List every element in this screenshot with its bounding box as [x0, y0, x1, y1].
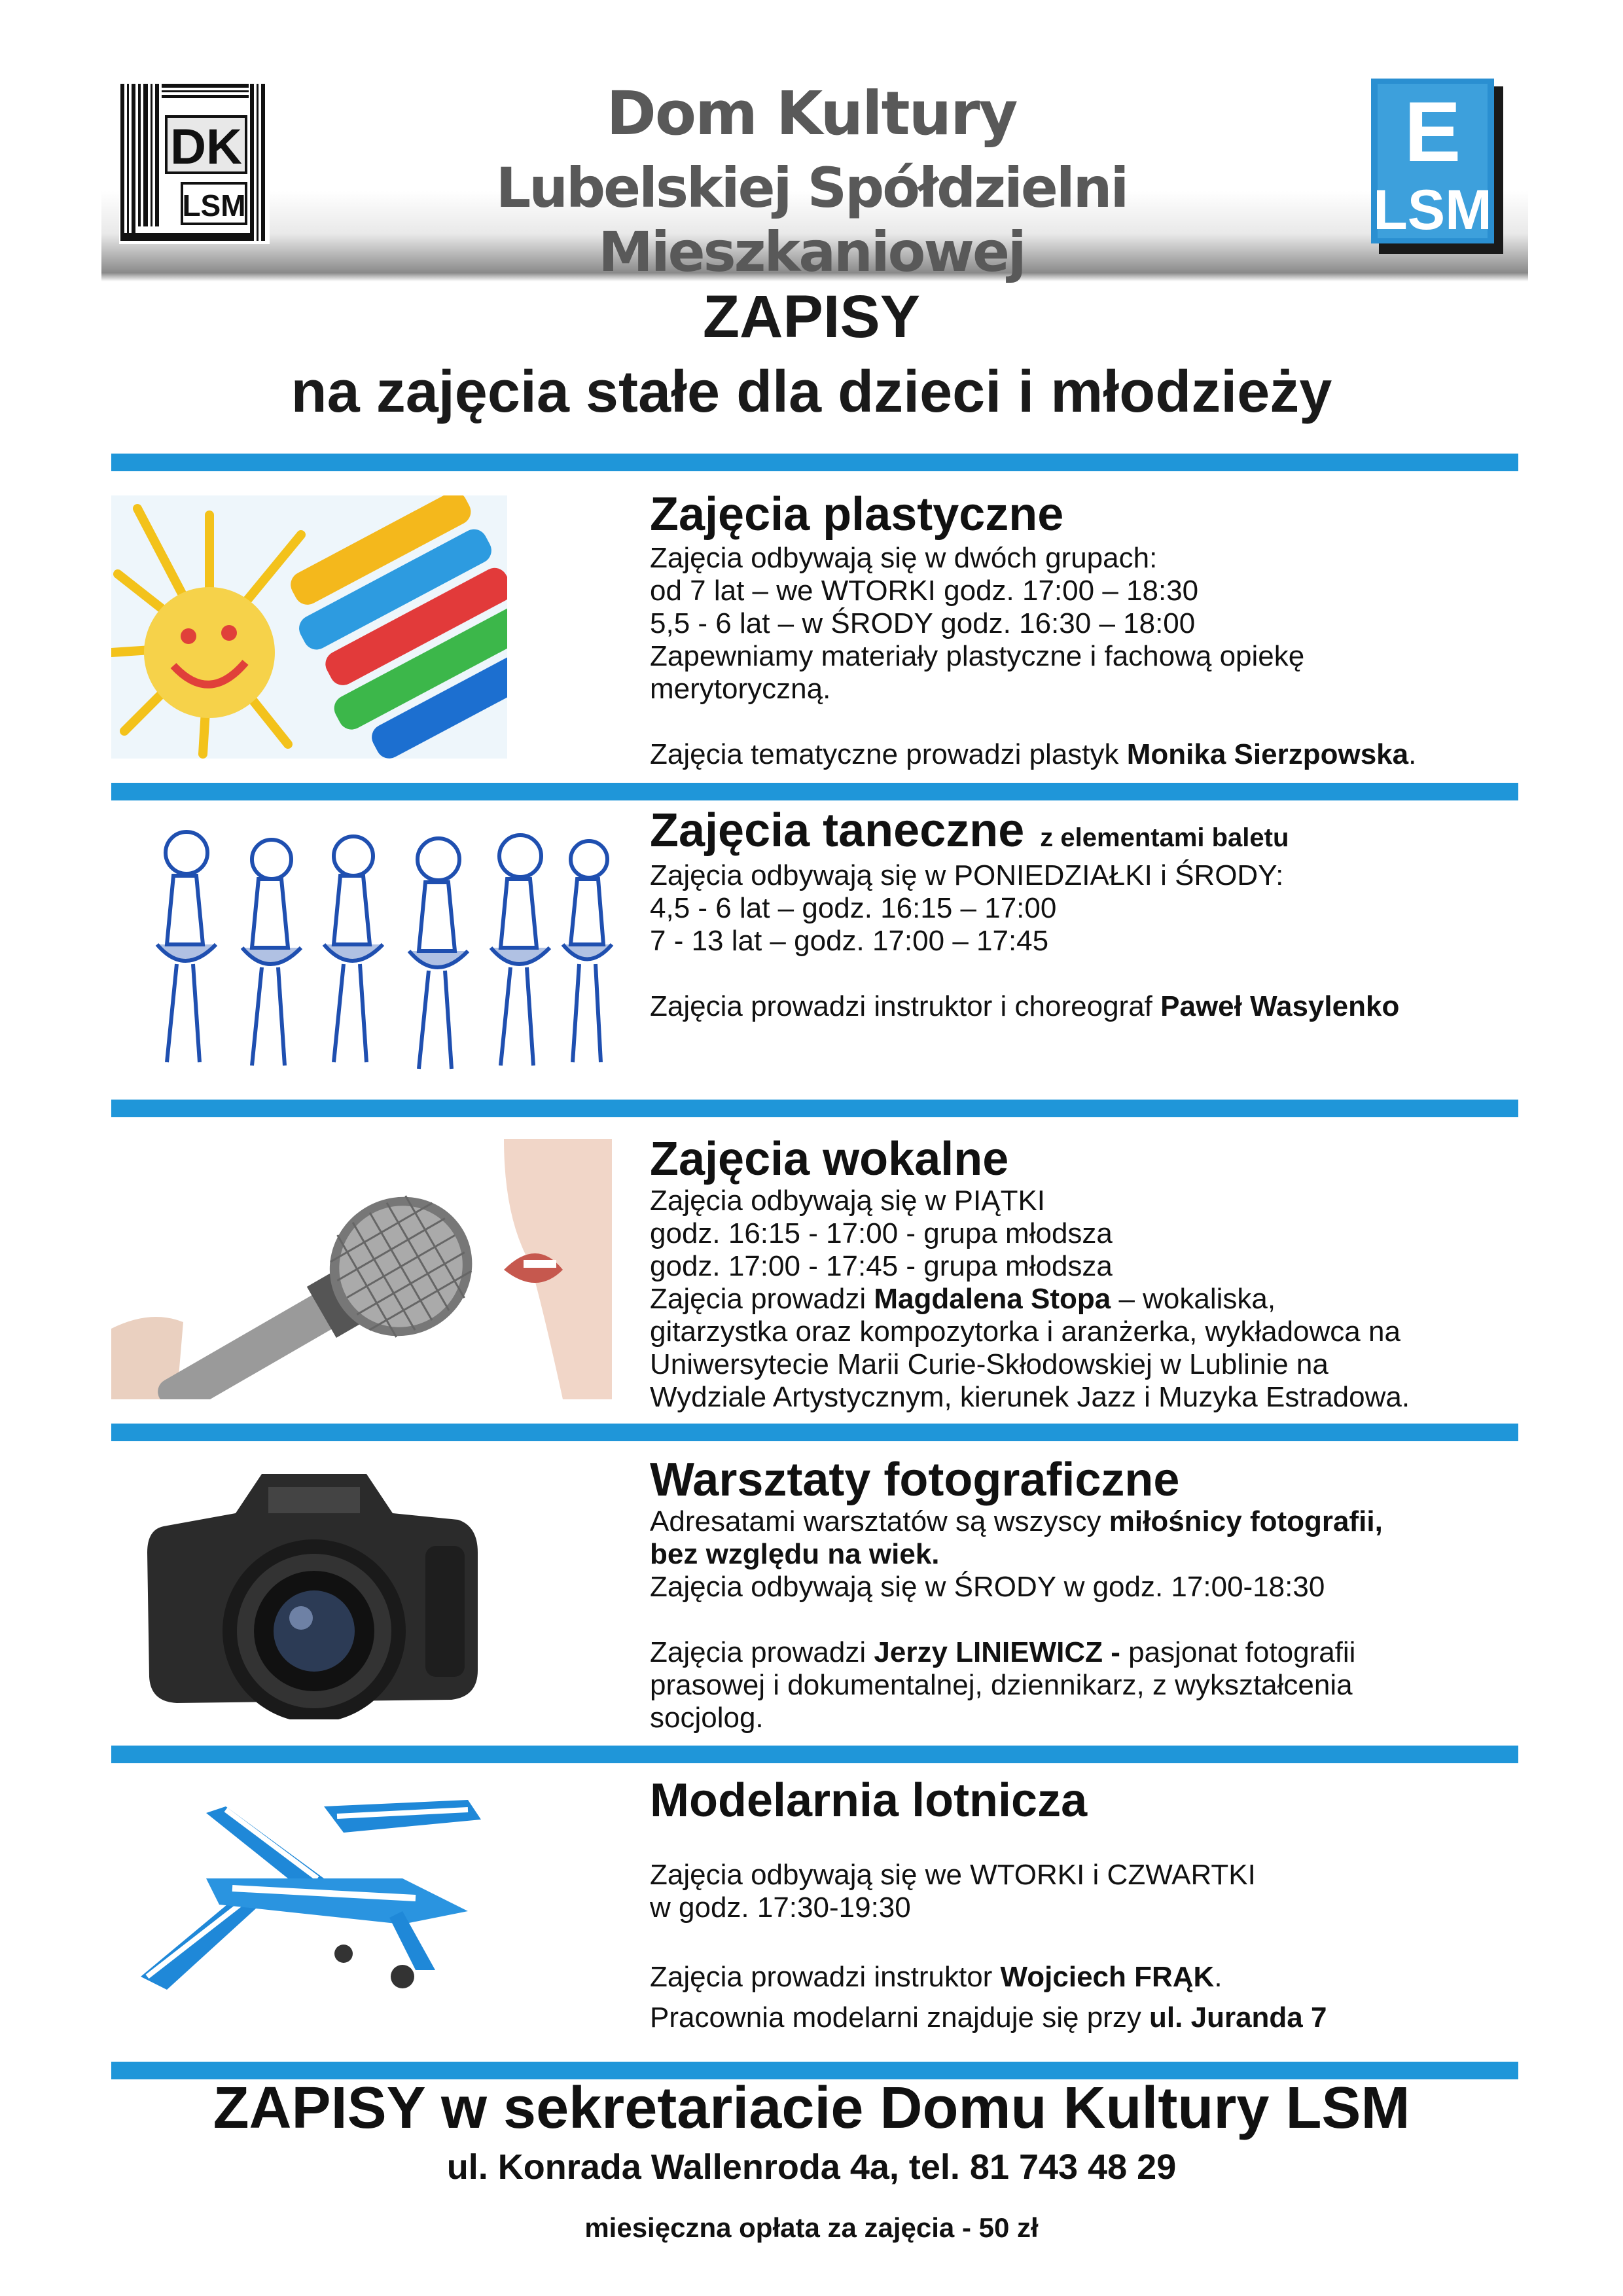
leader-line: Zajęcia prowadzi instruktor Wojciech FRĄK. — [650, 1961, 1222, 1993]
leader-name: Magdalena Stopa — [874, 1283, 1111, 1315]
section-line: Zajęcia odbywają się w dwóch grupach: — [650, 542, 1158, 574]
page-title: ZAPISY — [702, 283, 921, 350]
footer-fee: miesięczna opłata za zajęcia - 50 zł — [584, 2212, 1039, 2243]
leader-line: Zajęcia prowadzi Magdalena Stopa – wokaliska, — [650, 1283, 1276, 1315]
lsm-logo-text: LSM — [182, 188, 246, 223]
intro-bold: miłośnicy fotografii, — [1109, 1505, 1383, 1537]
leader-name: Paweł Wasylenko — [1160, 990, 1400, 1022]
dk-logo-text: DK — [170, 119, 242, 175]
section-line: godz. 16:15 - 17:00 - grupa młodsza — [650, 1217, 1113, 1249]
section-line: godz. 17:00 - 17:45 - grupa młodsza — [650, 1250, 1113, 1282]
place-bold: ul. Juranda 7 — [1149, 2001, 1327, 2034]
header-title-line2: Lubelskiej Spółdzielni Mieszkaniowej — [495, 156, 1128, 284]
section-line: socjolog. — [650, 1702, 764, 1734]
dancing-girls-image — [111, 814, 615, 1082]
microphone-singer-image — [111, 1139, 612, 1399]
section-line: Zajęcia odbywają się w PIĄTKI — [650, 1185, 1046, 1217]
section-title: Zajęcia wokalne — [650, 1133, 1009, 1185]
section-line: merytoryczną. — [650, 673, 831, 705]
footer-address: ul. Konrada Wallenroda 4a, tel. 81 743 48 29 — [446, 2147, 1177, 2187]
section-line: gitarzystka oraz kompozytorka i aranżerka, wykładowca na — [650, 1316, 1400, 1348]
section-body — [650, 1826, 1327, 2034]
elsm-logo — [1371, 79, 1508, 255]
intro-line: Adresatami warsztatów są wszyscy miłośnicy fotografii, — [650, 1505, 1383, 1537]
header-title-line1: Dom Kultury — [606, 79, 1017, 149]
intro-bold: bez względu na wiek. — [650, 1538, 940, 1570]
section-body — [650, 1185, 1410, 1414]
section-body — [650, 542, 1416, 771]
model-airplane-image — [128, 1780, 491, 1996]
leader-name: Jerzy LINIEWICZ - — [874, 1636, 1120, 1668]
footer-signup: ZAPISY w sekretariacie Domu Kultury LSM — [213, 2075, 1410, 2141]
divider-bar — [111, 1100, 1518, 1117]
section-line: od 7 lat – we WTORKI godz. 17:00 – 18:30 — [650, 575, 1199, 607]
camera-image — [137, 1454, 484, 1719]
section-line — [650, 1604, 1383, 1636]
section-body — [650, 1505, 1383, 1734]
section-line: Zajęcia odbywają się w PONIEDZIAŁKI i ŚRODY: — [650, 859, 1284, 891]
elsm-logo-letter: E — [1404, 84, 1461, 179]
section-subtitle: z elementami baletu — [1040, 823, 1289, 852]
section-line: Wydziale Artystycznym, kierunek Jazz i Muzyka Estradowa. — [650, 1381, 1410, 1413]
section-line: 7 - 13 lat – godz. 17:00 – 17:45 — [650, 925, 1049, 957]
section-line: w godz. 17:30-19:30 — [650, 1892, 911, 1924]
section-line: 5,5 - 6 lat – w ŚRODY godz. 16:30 – 18:00 — [650, 607, 1196, 639]
section-line: 4,5 - 6 lat – godz. 16:15 – 17:00 — [650, 892, 1057, 924]
elsm-logo-text: LSM — [1373, 179, 1492, 242]
dk-lsm-logo — [119, 77, 270, 244]
intro-line — [650, 1538, 1383, 1571]
section-line — [650, 1924, 1327, 1957]
section-line — [650, 958, 1399, 990]
divider-bar — [111, 1746, 1518, 1763]
leader-line: Zajęcia prowadzi instruktor i choreograf Paweł Wasylenko — [650, 990, 1400, 1022]
section-line — [650, 706, 1416, 738]
section-line: Zajęcia odbywają się w ŚRODY w godz. 17:00-18:30 — [650, 1571, 1325, 1603]
page-subtitle: na zajęcia stałe dla dzieci i młodzieży — [291, 359, 1332, 425]
section-line: Zapewniamy materiały plastyczne i fachową opiekę — [650, 640, 1305, 672]
section-title: Modelarnia lotnicza — [650, 1774, 1088, 1827]
leader-line: Zajęcia prowadzi Jerzy LINIEWICZ - pasjonat fotografii — [650, 1636, 1356, 1668]
section-title-text: Zajęcia taneczne — [650, 804, 1025, 857]
divider-bar — [111, 1424, 1518, 1441]
divider-bar — [111, 454, 1518, 471]
section-line — [650, 1826, 1327, 1859]
section-body — [650, 859, 1399, 1023]
section-title: Zajęcia plastyczne — [650, 488, 1064, 541]
crayons-sun-image — [111, 495, 507, 759]
section-line: Uniwersytecie Marii Curie-Skłodowskiej w Lublinie na — [650, 1348, 1329, 1380]
section-line: Zajęcia odbywają się we WTORKI i CZWARTKI — [650, 1859, 1256, 1891]
leader-line: Zajęcia tematyczne prowadzi plastyk Monika Sierzpowska. — [650, 738, 1417, 770]
section-line: prasowej i dokumentalnej, dziennikarz, z wykształcenia — [650, 1669, 1353, 1701]
place-line: Pracownia modelarni znajduje się przy ul. Juranda 7 — [650, 2001, 1327, 2034]
section-title — [650, 804, 1289, 857]
section-title: Warsztaty fotograficzne — [650, 1454, 1180, 1506]
divider-bar — [111, 783, 1518, 800]
leader-name: Monika Sierzpowska — [1126, 738, 1409, 770]
leader-name: Wojciech FRĄK — [1000, 1961, 1215, 1993]
